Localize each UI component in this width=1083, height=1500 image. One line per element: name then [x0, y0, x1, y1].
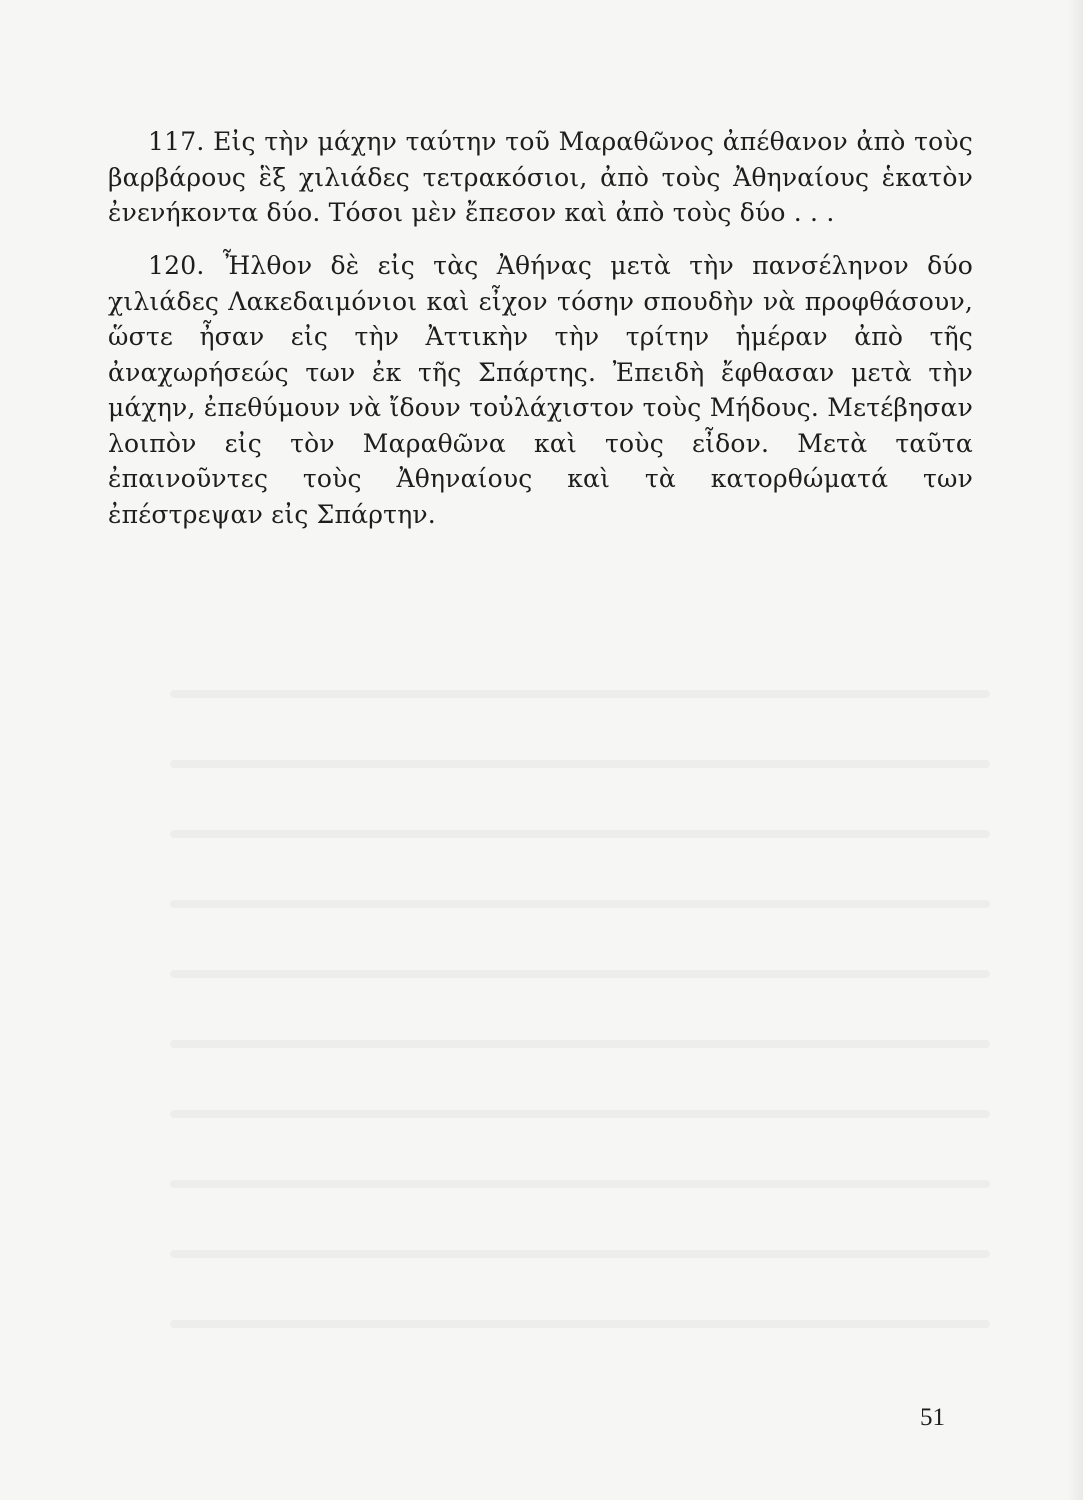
show-through-line	[170, 1320, 990, 1328]
show-through-line	[170, 1180, 990, 1188]
paragraph-number: 117.	[148, 127, 205, 156]
paragraph-117	[108, 124, 973, 231]
paragraph-text: Ἦλθον δὲ εἰς τὰς Ἀθήνας μετὰ τὴν πανσέληνον δύο χιλιάδες Λακεδαιμόνιοι καὶ εἶχον τόσην σπουδὴν νὰ προφθάσουν, ὥστε ἦσαν εἰς τὴν Ἀττικὴν τὴν τρίτην ἡμέραν ἀπὸ τῆς ἀναχωρήσεώς των ἐκ τῆς Σπάρτης. Ἐπειδὴ ἔφθασαν μετὰ τὴν μάχην, ἐπεθύμουν νὰ ἴδουν τοὐλάχιστον τοὺς Μήδους. Μετέβησαν λοιπὸν εἰς τὸν Μαραθῶνα καὶ τοὺς εἶδον. Μετὰ ταῦτα ἐπαινοῦντες τοὺς Ἀθηναίους καὶ τὰ κατορθώματά των ἐπέστρεψαν εἰς Σπάρτην.	[108, 251, 973, 529]
page-edge-shadow	[1067, 0, 1083, 1500]
paragraph-number: 120.	[148, 251, 205, 280]
show-through-line	[170, 970, 990, 978]
page-number: 51	[920, 1404, 945, 1431]
show-through-line	[170, 1040, 990, 1048]
paragraph-text: Εἰς τὴν μάχην ταύτην τοῦ Μαραθῶνος ἀπέθανον ἀπὸ τοὺς βαρβάρους ἓξ χιλιάδες τετρακόσιοι, ἀπὸ τοὺς Ἀθηναίους ἑκατὸν ἐνενήκοντα δύο. Τόσοι μὲν ἔπεσον καὶ ἀπὸ τοὺς δύο . . .	[108, 127, 973, 227]
show-through-line	[170, 690, 990, 698]
show-through-line	[170, 900, 990, 908]
show-through-line	[170, 1250, 990, 1258]
show-through-line	[170, 830, 990, 838]
show-through-line	[170, 1110, 990, 1118]
paragraph-120	[108, 248, 973, 532]
show-through-line	[170, 760, 990, 768]
